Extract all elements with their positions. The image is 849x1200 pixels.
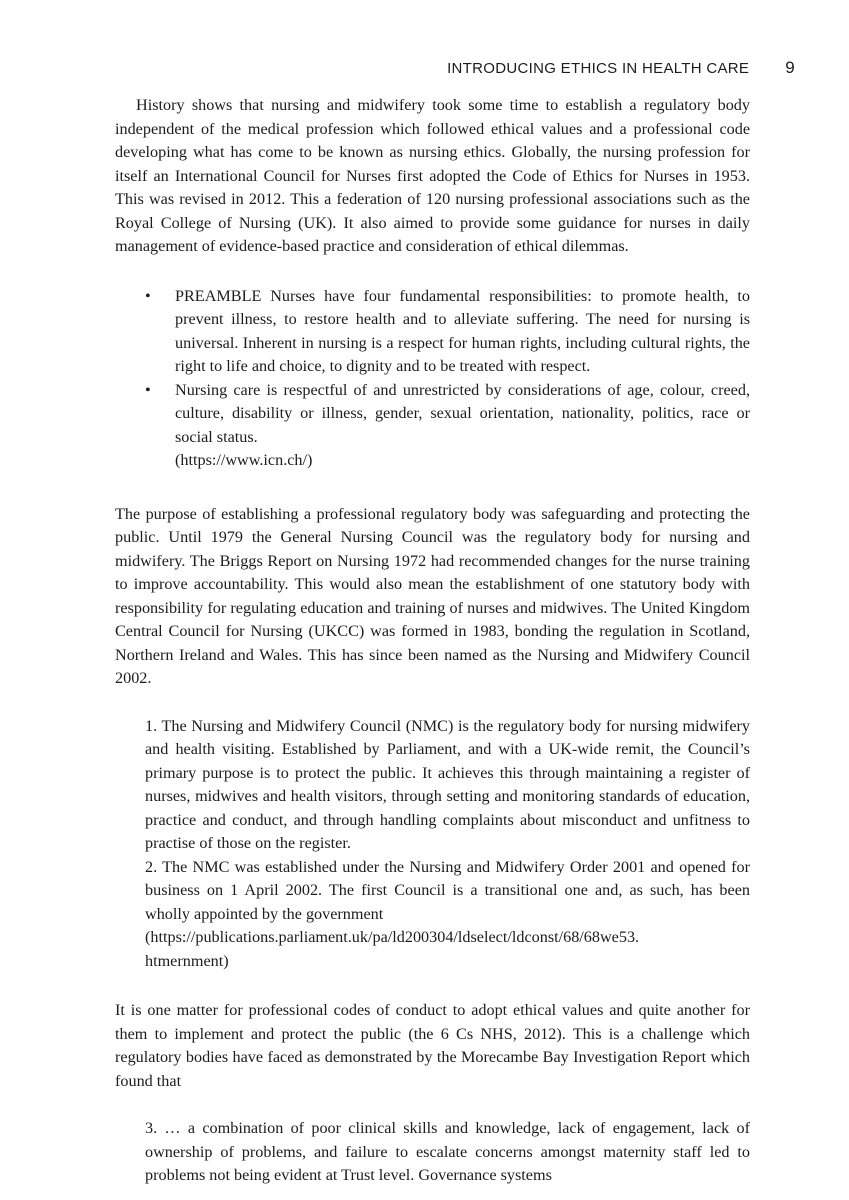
spacer xyxy=(115,973,750,999)
spacer xyxy=(115,691,750,715)
nmc-block-quote xyxy=(115,715,750,974)
bullet-text: Nursing care is respectful of and unrestricted by considerations of age, colour, creed, culture, disability or illness, gender, sexual orientation, nationality, politics, race or social status. xyxy=(175,380,750,446)
bullet-icon: • xyxy=(145,286,151,305)
bullet-item-preamble xyxy=(145,285,750,379)
bullet-text: PREAMBLE Nurses have four fundamental responsibilities: to promote health, to prevent illness, to restore health and to alleviate suffering. The need for nursing is universal. Inherent in nursing is a respect for human rights, including cultural rights, the right to life and choice, to dignity and to be treated with respect. xyxy=(175,286,750,375)
quote-source-line-2: htmernment) xyxy=(145,951,229,970)
quote-item-1: 1. The Nursing and Midwifery Council (NMC) is the regulatory body for nursing midwifery and health visiting. Established by Parliament, and with a UK-wide remit, the Council’s primary purpose is to protect the public. It achieves this through maintaining a register of nurses, midwives and health visitors, through setting and monitoring standards of education, practice and conduct, and through handling complaints about misconduct and unfitness to practise of those on the register. xyxy=(145,716,750,852)
paragraph-codes-of-conduct: It is one matter for professional codes of conduct to adopt ethical values and quite another for them to implement and protect the public (the 6 Cs NHS, 2012). This is a challenge which regulatory bodies have faced as demonstrated by the Morecambe Bay Investigation Report which found that xyxy=(115,1001,750,1090)
spacer xyxy=(115,1093,750,1117)
quote-source-line-1: (https://publications.parliament.uk/pa/ld200304/ldselect/ldconst/68/68we53. xyxy=(145,928,640,946)
running-header-title: INTRODUCING ETHICS IN HEALTH CARE xyxy=(447,60,750,77)
icn-code-bullet-list xyxy=(115,285,750,473)
paragraph-regulatory-body: The purpose of establishing a professional regulatory body was safeguarding and protecting the public. Until 1979 the General Nursing Council was the regulatory body for nursing and midwifery. The Briggs Report on Nursing 1972 had recommended changes for the nurse training to improve accountability. This would also mean the establishment of one statutory body with responsibility for regulating education and training of nurses and midwives. The United Kingdom Central Council for Nursing (UKCC) was formed in 1983, bonding the regulation in Scotland, Northern Ireland and Wales. This has since been named as the Nursing and Midwifery Council 2002. xyxy=(115,504,750,687)
bullet-item-nursing-care xyxy=(145,379,750,450)
morecambe-bay-block-quote xyxy=(115,1117,750,1188)
running-header xyxy=(115,58,795,78)
source-url: (https://www.icn.ch/) xyxy=(175,451,313,469)
bullet-source-citation xyxy=(175,449,750,473)
page-body xyxy=(115,94,750,1188)
quote-item-3: 3. … a combination of poor clinical skills and knowledge, lack of engagement, lack of ownership of problems, and failure to escalate concerns amongst maternity staff led to problems not being evident at Trust level. Governance systems xyxy=(145,1119,750,1184)
page-number: 9 xyxy=(785,58,795,77)
bullet-icon: • xyxy=(145,380,151,399)
paragraph-history: History shows that nursing and midwifery took some time to establish a regulatory body independent of the medical profession which followed ethical values and a professional code developing what has come to be known as nursing ethics. Globally, the nursing profession for itself an International Council for Nurses first adopted the Code of Ethics for Nurses in 1953. This was revised in 2012. This a federation of 120 nursing professional associations such as the Royal College of Nursing (UK). It also aimed to provide some guidance for nurses in daily management of evidence-based practice and consideration of ethical dilemmas. xyxy=(115,96,750,255)
quote-item-2: 2. The NMC was established under the Nursing and Midwifery Order 2001 and opened for business on 1 April 2002. The first Council is a transitional one and, as such, has been wholly appointed by the government xyxy=(145,857,750,923)
